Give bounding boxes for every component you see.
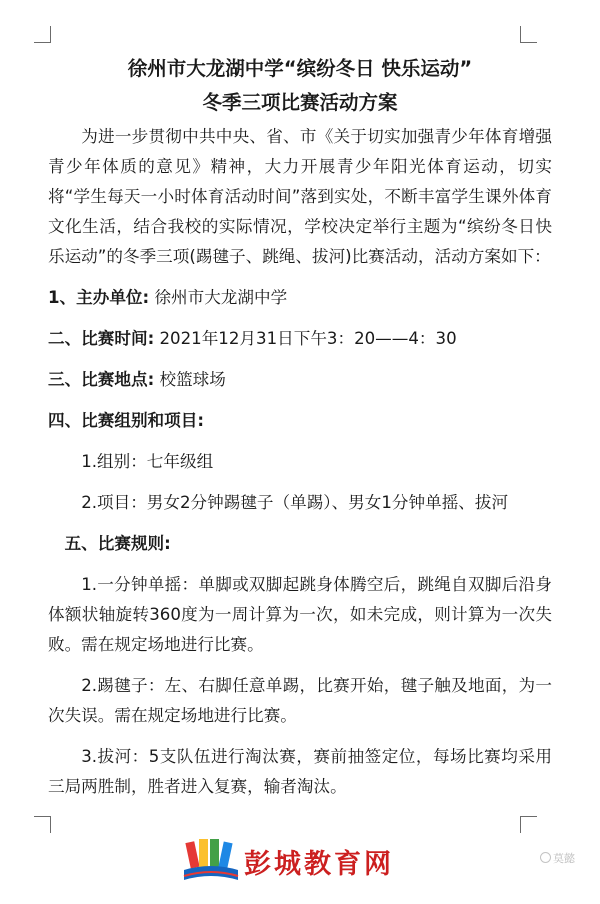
camera-icon <box>540 852 551 863</box>
section-heading: 四、比赛组别和项目 <box>48 411 198 430</box>
colon: : <box>147 370 155 389</box>
corner-mark-bottom-left <box>34 816 51 833</box>
corner-mark-top-right <box>520 26 537 43</box>
rule-item: 3.拔河：5支队伍进行淘汰赛，赛前抽签定位，每场比赛均采用三局两胜制，胜者进入复赛，输者淘汰。 <box>48 747 552 796</box>
document-title-line1: 徐州市大龙湖中学“缤纷冬日 快乐运动” <box>127 57 473 80</box>
document-title-line2: 冬季三项比赛活动方案 <box>202 91 398 114</box>
corner-mark-bottom-right <box>520 816 537 833</box>
book-logo-icon <box>182 836 240 886</box>
section-venue <box>48 365 552 395</box>
section-value: 校篮球场 <box>159 370 226 389</box>
section-heading: 五、比赛规则 <box>64 534 165 553</box>
section-rules <box>48 529 552 559</box>
section-organizer <box>48 283 552 313</box>
logo-text: 彭城教育网 <box>244 849 394 880</box>
section-value: 2021年12月31日下午3：20——4：30 <box>159 329 457 348</box>
colon: : <box>197 411 204 430</box>
section-groups <box>48 406 552 436</box>
group-item: 1.组别：七年级组 <box>81 452 214 471</box>
rule-item: 2.踢毽子：左、右脚任意单踢，比赛开始，毽子触及地面，为一次失误。需在规定场地进行比赛。 <box>48 676 552 725</box>
section-time <box>48 324 552 354</box>
group-item: 2.项目：男女2分钟踢毽子（单踢）、男女1分钟单摇、拔河 <box>81 493 509 512</box>
corner-mark-top-left <box>34 26 51 43</box>
intro-paragraph: 为进一步贯彻中共中央、省、市《关于切实加强青少年体育增强青少年体质的意见》精神，大力开展青少年阳光体育运动，切实将“学生每天一小时体育活动时间”落到实处，不断丰富学生课外体育文化生活，结合我校的实际情况，学校决定举行主题为“缤纷冬日快乐运动”的冬季三项(踢毽子、跳绳、拔河)比赛活动，活动方案如下： <box>48 127 552 266</box>
colon: : <box>142 288 150 307</box>
site-logo <box>182 836 432 886</box>
section-heading: 三、比赛地点 <box>48 370 148 389</box>
colon: : <box>164 534 171 553</box>
document-page <box>48 44 552 802</box>
section-heading: 二、比赛时间 <box>48 329 148 348</box>
watermark <box>540 850 575 866</box>
rule-item: 1.一分钟单摇：单脚或双脚起跳身体腾空后，跳绳自双脚后沿身体额状轴旋转360度为一周计算为一次，如未完成，则计算为一次失败。需在规定场地进行比赛。 <box>48 575 552 654</box>
colon: : <box>147 329 155 348</box>
watermark-text: 莫懿 <box>553 852 575 865</box>
section-heading: 1、主办单位 <box>48 288 143 307</box>
section-value: 徐州市大龙湖中学 <box>154 288 288 307</box>
